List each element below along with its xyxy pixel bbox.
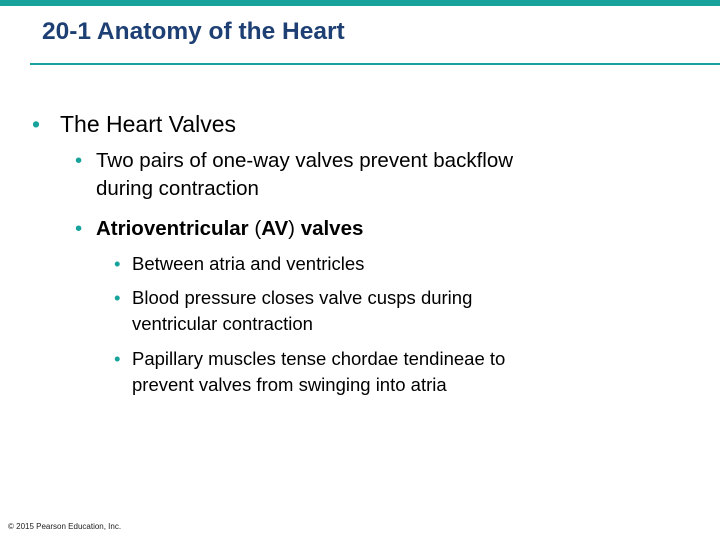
paren-close: ) <box>288 217 301 240</box>
bullet-icon: • <box>114 348 121 369</box>
bullet-text <box>96 216 363 241</box>
paren-open: ( <box>248 217 262 240</box>
bullet-text-line1: Blood pressure closes valve cusps during <box>132 287 473 308</box>
top-accent-bar <box>0 0 720 6</box>
title-divider <box>30 63 720 65</box>
bullet-icon: • <box>114 287 121 308</box>
bullet-icon: • <box>32 111 41 137</box>
bullet-icon: • <box>114 253 121 274</box>
bullet-icon: • <box>75 217 83 240</box>
term-valves: valves <box>300 217 364 240</box>
copyright-footer: © 2015 Pearson Education, Inc. <box>8 522 122 531</box>
bullet-icon: • <box>75 149 83 172</box>
bullet-text: The Heart Valves <box>60 111 236 137</box>
bullet-text: Between atria and ventricles <box>132 253 365 274</box>
bullet-text-line2: during contraction <box>96 177 259 200</box>
bullet-text-line1: Two pairs of one-way valves prevent backflow <box>96 149 514 172</box>
bullet-text-line2: prevent valves from swinging into atria <box>132 374 447 395</box>
term-atrioventricular: Atrioventricular <box>96 217 249 240</box>
bullet-text-line1: Papillary muscles tense chordae tendineae to <box>132 348 506 369</box>
term-av: AV <box>261 217 289 240</box>
slide-title: 20-1 Anatomy of the Heart <box>42 18 345 45</box>
bullet-text-line2: ventricular contraction <box>132 313 313 334</box>
